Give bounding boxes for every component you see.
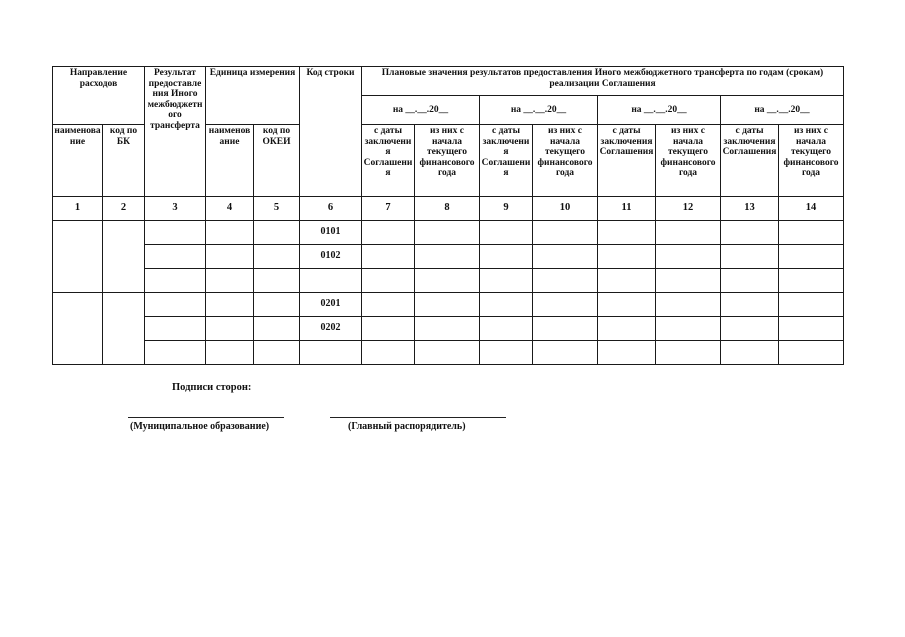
column-number: 3 (145, 197, 206, 221)
header-from-date-4: с даты заключения Соглашения (721, 125, 779, 197)
table-cell (779, 293, 844, 317)
table-cell (415, 293, 480, 317)
table-cell (721, 293, 779, 317)
column-number: 11 (598, 197, 656, 221)
column-number: 6 (300, 197, 362, 221)
table-cell (533, 317, 598, 341)
table-cell (145, 293, 206, 317)
table-cell (779, 269, 844, 293)
header-from-date-3: с даты заключения Соглашения (598, 125, 656, 197)
table-cell (206, 221, 254, 245)
table-cell (206, 293, 254, 317)
table-body (53, 221, 844, 365)
table-cell (721, 245, 779, 269)
header-date-1: на __.__.20__ (362, 96, 480, 125)
row-code-cell: 0201 (300, 293, 362, 317)
table-cell (656, 269, 721, 293)
header-from-year-4: из них с начала текущего финансового года (779, 125, 844, 197)
table-cell (362, 221, 415, 245)
table-cell (598, 221, 656, 245)
table-cell (362, 317, 415, 341)
table-cell (145, 341, 206, 365)
column-number: 1 (53, 197, 103, 221)
table-cell (656, 221, 721, 245)
header-row-code: Код строки (300, 67, 362, 197)
table-cell (779, 341, 844, 365)
header-from-year-1: из них с начала текущего финансового года (415, 125, 480, 197)
table-cell (533, 245, 598, 269)
table-cell (779, 317, 844, 341)
column-number: 4 (206, 197, 254, 221)
table-cell (480, 221, 533, 245)
table-cell (415, 269, 480, 293)
column-number: 2 (103, 197, 145, 221)
header-date-3: на __.__.20__ (598, 96, 721, 125)
table-row (53, 221, 844, 245)
row-code-cell: 0101 (300, 221, 362, 245)
column-number: 14 (779, 197, 844, 221)
table-cell (254, 341, 300, 365)
table-cell (533, 293, 598, 317)
signature-label-right: (Главный распорядитель) (348, 421, 466, 432)
table-cell (145, 269, 206, 293)
results-table (52, 66, 844, 365)
column-number: 7 (362, 197, 415, 221)
table-cell (145, 317, 206, 341)
header-direction: Направление расходов (53, 67, 145, 125)
table-row (53, 317, 844, 341)
header-date-2: на __.__.20__ (480, 96, 598, 125)
table-row (53, 269, 844, 293)
table-cell (533, 221, 598, 245)
table-cell (656, 293, 721, 317)
table-row (53, 293, 844, 317)
signature-label-left: (Муниципальное образование) (130, 421, 270, 432)
table-cell (598, 317, 656, 341)
column-number: 5 (254, 197, 300, 221)
table-cell (721, 221, 779, 245)
header-okei: код по ОКЕИ (254, 125, 300, 197)
table-cell (362, 269, 415, 293)
row-code-cell (300, 269, 362, 293)
table-cell (533, 269, 598, 293)
table-cell (206, 269, 254, 293)
table-cell (656, 245, 721, 269)
table-cell (145, 245, 206, 269)
header-from-year-3: из них с начала текущего финансового года (656, 125, 721, 197)
column-number: 9 (480, 197, 533, 221)
table-cell (254, 245, 300, 269)
header-from-date-2: с даты заключения Соглашения (480, 125, 533, 197)
table-cell (254, 269, 300, 293)
header-unit-name: наименование (206, 125, 254, 197)
signature-line-left (128, 417, 284, 418)
signatures-title: Подписи сторон: (172, 382, 252, 393)
table-cell (779, 245, 844, 269)
row-code-cell: 0102 (300, 245, 362, 269)
table-row (53, 341, 844, 365)
column-number: 10 (533, 197, 598, 221)
column-number: 8 (415, 197, 480, 221)
header-from-year-2: из них с начала текущего финансового года (533, 125, 598, 197)
table-cell (779, 221, 844, 245)
table-cell (721, 269, 779, 293)
column-number: 13 (721, 197, 779, 221)
table-row (53, 245, 844, 269)
table-cell (415, 317, 480, 341)
table-cell (656, 317, 721, 341)
header-unit: Единица измерения (206, 67, 300, 125)
header-from-date-1: с даты заключения Соглашения (362, 125, 415, 197)
table-cell (362, 341, 415, 365)
table-cell (721, 317, 779, 341)
table-cell (206, 317, 254, 341)
table-cell (656, 341, 721, 365)
kod-bk-cell (103, 221, 145, 293)
table-cell (480, 293, 533, 317)
column-number: 12 (656, 197, 721, 221)
table-cell (206, 341, 254, 365)
row-code-cell: 0202 (300, 317, 362, 341)
direction-name-cell (53, 221, 103, 293)
header-direction-name: наименование (53, 125, 103, 197)
table-cell (480, 317, 533, 341)
header-planned: Плановые значения результатов предоставления Иного межбюджетного трансферта по годам (срокам) реализации Соглашения (362, 67, 844, 96)
header-date-4: на __.__.20__ (721, 96, 844, 125)
table-cell (254, 293, 300, 317)
table-cell (206, 245, 254, 269)
kod-bk-cell (103, 293, 145, 365)
table-cell (598, 293, 656, 317)
table-cell (480, 245, 533, 269)
header-result: Результат предоставления Иного межбюджетного трансферта (145, 67, 206, 197)
row-code-cell (300, 341, 362, 365)
table-cell (415, 245, 480, 269)
table-cell (721, 341, 779, 365)
table-cell (598, 341, 656, 365)
table-cell (415, 341, 480, 365)
table-cell (598, 269, 656, 293)
table-cell (480, 269, 533, 293)
table-cell (533, 341, 598, 365)
header-kod-bk: код по БК (103, 125, 145, 197)
table-cell (362, 245, 415, 269)
signature-line-right (330, 417, 506, 418)
column-number-row (53, 197, 844, 221)
table-cell (415, 221, 480, 245)
table-cell (254, 221, 300, 245)
table-cell (254, 317, 300, 341)
direction-name-cell (53, 293, 103, 365)
table-cell (598, 245, 656, 269)
table-cell (480, 341, 533, 365)
table-cell (362, 293, 415, 317)
table-cell (145, 221, 206, 245)
